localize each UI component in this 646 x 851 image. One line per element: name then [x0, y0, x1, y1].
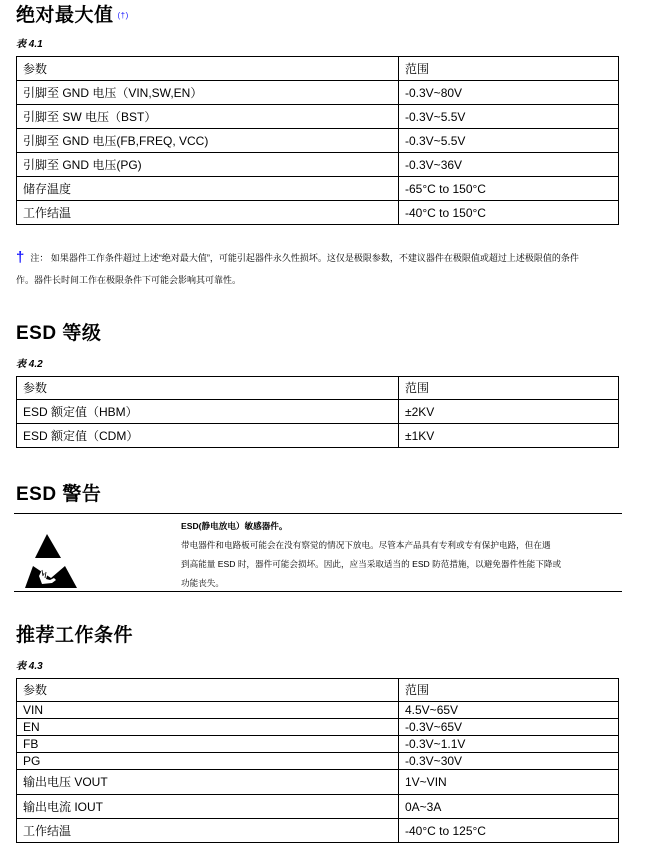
param-cell: 工作结温 — [17, 819, 399, 843]
section-title: 绝对最大值 — [16, 5, 114, 26]
table-caption: 表 4.1 — [16, 39, 43, 50]
table-row — [17, 424, 619, 448]
esd-warning-line: 带电器件和电路板可能会在没有察觉的情况下放电。尽管本产品具有专利或专有保护电路，但在遇 — [181, 540, 551, 550]
table-row — [17, 105, 619, 129]
footnote-text: 注： 如果器件工作条件超过上述“绝对最大值”，可能引起器件永久性损坏。这仅是极限参数，不建议器件在极限值或超过上述极限值的条件 — [30, 253, 579, 263]
table-header-row — [17, 679, 619, 702]
range-cell: -0.3V~5.5V — [399, 129, 619, 153]
range-cell: -0.3V~36V — [399, 153, 619, 177]
param-cell: 引脚至 GND 电压(FB,FREQ, VCC) — [17, 129, 399, 153]
header-cell-param: 参数 — [17, 679, 399, 702]
recommended-conditions-table — [16, 678, 619, 843]
table-row — [17, 81, 619, 105]
param-cell: ESD 额定值（CDM） — [17, 424, 399, 448]
param-cell: EN — [17, 719, 399, 736]
table-header-row — [17, 377, 619, 400]
esd-warning-line: 到高能量 ESD 时，器件可能会损坏。因此，应当采取适当的 ESD 防范措施，以避免器件性能下降或 — [181, 559, 562, 569]
table-caption: 表 4.2 — [16, 359, 43, 370]
table-row — [17, 702, 619, 719]
param-cell: 储存温度 — [17, 177, 399, 201]
header-cell-param: 参数 — [17, 57, 399, 81]
range-cell: -0.3V~30V — [399, 753, 619, 770]
range-cell: 1V~VIN — [399, 770, 619, 795]
table-row — [17, 719, 619, 736]
table-header-row — [17, 57, 619, 81]
esd-warning-heading: ESD(静电放电）敏感器件。 — [181, 521, 288, 531]
range-cell: -0.3V~1.1V — [399, 736, 619, 753]
esd-warning-block — [14, 513, 622, 592]
table-row — [17, 753, 619, 770]
param-cell: VIN — [17, 702, 399, 719]
table-row — [17, 736, 619, 753]
footnote-line-2: 作。器件长时间工作在极限条件下可能会影响其可靠性。 — [16, 275, 242, 285]
range-cell: -40°C to 125°C — [399, 819, 619, 843]
section-heading-recommended: 推荐工作条件 — [16, 625, 134, 646]
header-cell-range: 范围 — [399, 679, 619, 702]
footnote-ref-link[interactable]: (†) — [117, 11, 129, 20]
table-row — [17, 201, 619, 225]
param-cell: 引脚至 GND 电压(PG) — [17, 153, 399, 177]
section-heading-esd-rating: ESD 等级 — [16, 323, 102, 344]
param-cell: 工作结温 — [17, 201, 399, 225]
range-cell: -65°C to 150°C — [399, 177, 619, 201]
abs-max-footnote — [16, 247, 646, 291]
range-cell: ±1KV — [399, 424, 619, 448]
header-cell-range: 范围 — [399, 57, 619, 81]
table-row — [17, 770, 619, 795]
esd-warning-line: 功能丧失。 — [181, 578, 224, 588]
param-cell: PG — [17, 753, 399, 770]
esd-rating-table — [16, 376, 619, 448]
param-cell: 输出电流 IOUT — [17, 795, 399, 819]
table-row — [17, 795, 619, 819]
param-cell: FB — [17, 736, 399, 753]
param-cell: 输出电压 VOUT — [17, 770, 399, 795]
section-heading-esd-warning: ESD 警告 — [16, 484, 102, 505]
param-cell: 引脚至 SW 电压（BST） — [17, 105, 399, 129]
table-row — [17, 153, 619, 177]
range-cell: ±2KV — [399, 400, 619, 424]
table-row — [17, 400, 619, 424]
range-cell: -0.3V~80V — [399, 81, 619, 105]
range-cell: 4.5V~65V — [399, 702, 619, 719]
table-row — [17, 819, 619, 843]
range-cell: -0.3V~65V — [399, 719, 619, 736]
table-row — [17, 177, 619, 201]
range-cell: -40°C to 150°C — [399, 201, 619, 225]
section-heading-abs-max — [16, 5, 129, 27]
dagger-icon: † — [16, 249, 25, 266]
range-cell: -0.3V~5.5V — [399, 105, 619, 129]
header-cell-range: 范围 — [399, 377, 619, 400]
table-row — [17, 129, 619, 153]
esd-warning-text — [181, 517, 621, 593]
esd-sensitive-icon — [21, 532, 81, 588]
range-cell: 0A~3A — [399, 795, 619, 819]
abs-max-table — [16, 56, 619, 225]
param-cell: 引脚至 GND 电压（VIN,SW,EN） — [17, 81, 399, 105]
header-cell-param: 参数 — [17, 377, 399, 400]
table-caption: 表 4.3 — [16, 661, 43, 672]
param-cell: ESD 额定值（HBM） — [17, 400, 399, 424]
footnote-line-1 — [16, 247, 646, 269]
